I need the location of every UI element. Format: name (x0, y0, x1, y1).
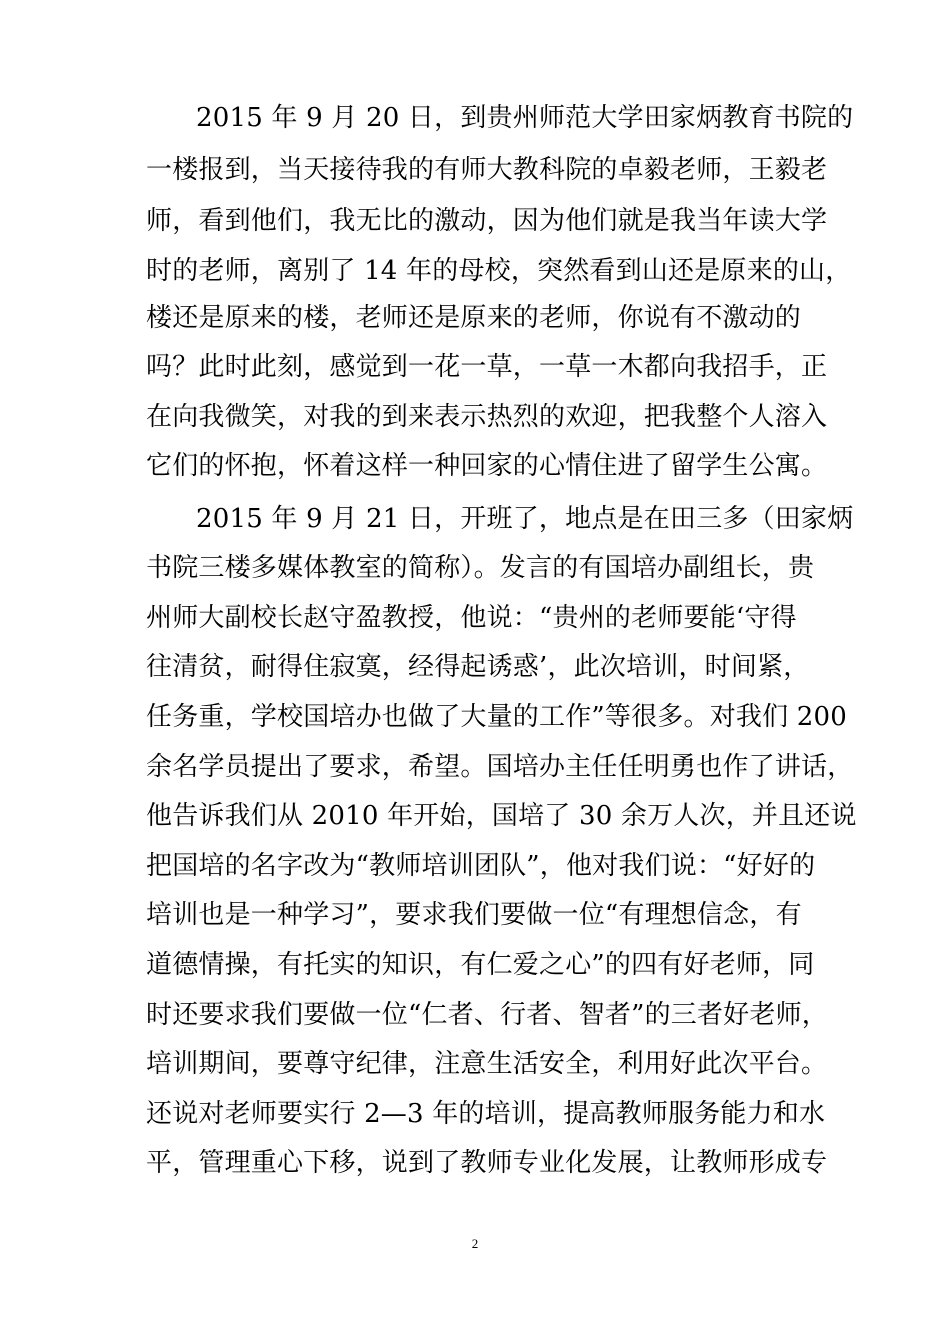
text-line-19: 时还要求我们要做一位“仁者、行者、智者”的三者好老师， (146, 1000, 828, 1030)
text-line-1: 2015 年 9 月 20 日，到贵州师范大学田家炳教育书院的 (196, 103, 854, 133)
text-line-11: 州师大副校长赵守盈教授，他说：“贵州的老师要能‘守得 (146, 603, 797, 633)
text-line-6: 吗？此时此刻，感觉到一花一草，一草一木都向我招手，正 (146, 352, 828, 382)
text-line-9: 2015 年 9 月 21 日，开班了，地点是在田三多（田家炳 (196, 504, 854, 534)
text-line-2: 一楼报到，当天接待我的有师大教科院的卓毅老师，王毅老 (146, 155, 828, 185)
text-line-21: 还说对老师要实行 2—3 年的培训，提高教师服务能力和水 (146, 1099, 826, 1129)
text-line-17: 培训也是一种学习”，要求我们要做一位“有理想信念，有 (146, 900, 802, 930)
text-line-12: 往清贫，耐得住寂寞，经得起诱惑’，此次培训，时间紧， (146, 652, 810, 682)
text-line-18: 道德情操，有托实的知识，有仁爱之心”的四有好老师，同 (146, 950, 815, 980)
text-line-16: 把国培的名字改为“教师培训团队”，他对我们说：“好好的 (146, 851, 816, 881)
page-number: 2 (471, 1236, 479, 1251)
text-line-8: 它们的怀抱，怀着这样一种回家的心情住进了留学生公寓。 (146, 451, 828, 481)
text-line-13: 任务重，学校国培办也做了大量的工作”等很多。对我们 200 (146, 702, 847, 732)
text-line-5: 楼还是原来的楼，老师还是原来的老师，你说有不激动的 (146, 303, 802, 333)
text-line-15: 他告诉我们从 2010 年开始，国培了 30 余万人次，并且还说 (146, 801, 857, 831)
text-line-3: 师，看到他们，我无比的激动，因为他们就是我当年读大学 (146, 206, 828, 236)
text-line-20: 培训期间，要尊守纪律，注意生活安全，利用好此次平台。 (146, 1049, 828, 1079)
text-line-7: 在向我微笑，对我的到来表示热烈的欢迎，把我整个人溶入 (146, 402, 828, 432)
text-line-14: 余名学员提出了要求，希望。国培办主任任明勇也作了讲话， (146, 752, 854, 782)
text-line-4: 时的老师，离别了 14 年的母校，突然看到山还是原来的山， (146, 256, 852, 286)
text-line-22: 平，管理重心下移，说到了教师专业化发展，让教师形成专 (146, 1148, 828, 1178)
text-line-10: 书院三楼多媒体教室的简称）。发言的有国培办副组长，贵 (146, 553, 815, 583)
